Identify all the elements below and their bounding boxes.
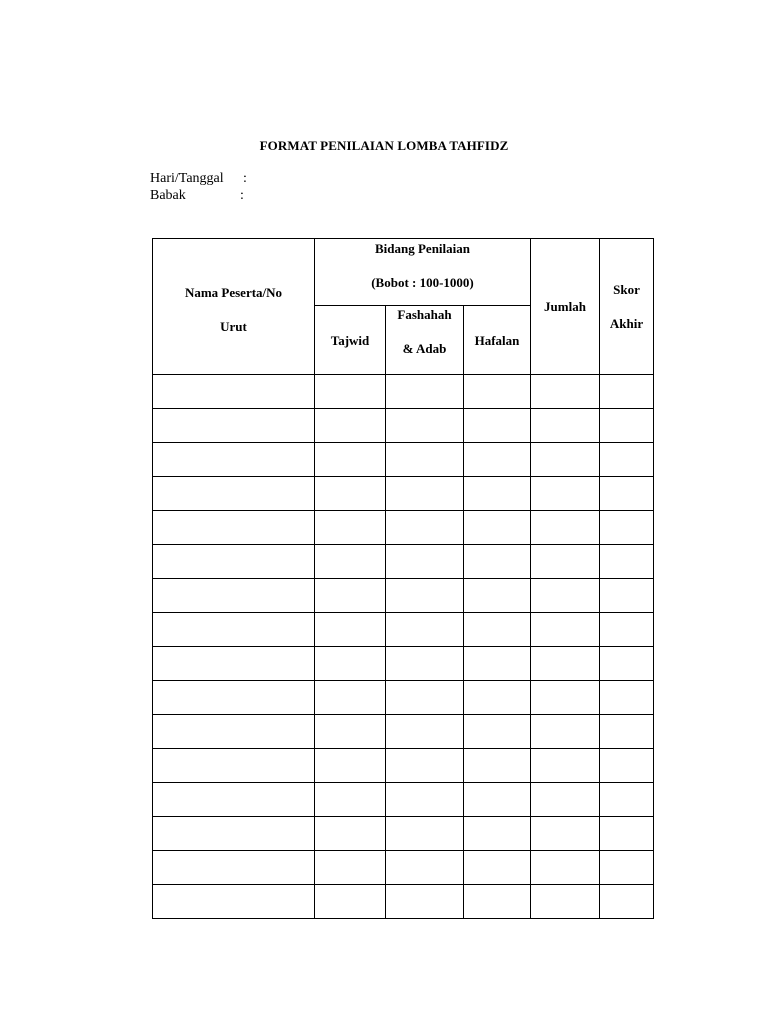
cell-skor-akhir[interactable] [600,749,654,783]
header-text: (Bobot : 100-1000) [371,275,474,290]
table-row [153,443,654,477]
cell-nama-peserta[interactable] [153,443,315,477]
cell-hafalan[interactable] [464,885,531,919]
cell-hafalan[interactable] [464,817,531,851]
cell-fashahah-adab[interactable] [386,579,464,613]
cell-jumlah[interactable] [531,613,600,647]
table-row [153,783,654,817]
field-babak [150,188,244,204]
table-row [153,851,654,885]
header-tajwid: Tajwid [315,306,386,375]
cell-fashahah-adab[interactable] [386,783,464,817]
cell-hafalan[interactable] [464,783,531,817]
cell-tajwid[interactable] [315,851,386,885]
cell-skor-akhir[interactable] [600,511,654,545]
table-row [153,545,654,579]
table-row [153,511,654,545]
field-hari-tanggal [150,171,247,187]
table-row [153,885,654,919]
cell-nama-peserta[interactable] [153,477,315,511]
cell-fashahah-adab[interactable] [386,409,464,443]
header-text: Bidang Penilaian [375,241,470,256]
cell-jumlah[interactable] [531,443,600,477]
cell-fashahah-adab[interactable] [386,851,464,885]
cell-skor-akhir[interactable] [600,579,654,613]
cell-hafalan[interactable] [464,851,531,885]
cell-hafalan[interactable] [464,749,531,783]
cell-hafalan[interactable] [464,477,531,511]
field-label: Babak [150,188,186,203]
cell-jumlah[interactable] [531,647,600,681]
cell-hafalan[interactable] [464,409,531,443]
header-row-1 [153,239,654,306]
score-table [152,238,654,919]
cell-jumlah[interactable] [531,783,600,817]
header-text: Urut [220,319,247,334]
cell-tajwid[interactable] [315,375,386,409]
cell-jumlah[interactable] [531,681,600,715]
field-separator: : [243,171,247,186]
cell-jumlah[interactable] [531,817,600,851]
cell-jumlah[interactable] [531,545,600,579]
cell-fashahah-adab[interactable] [386,749,464,783]
header-nama-peserta [153,239,315,375]
cell-skor-akhir[interactable] [600,885,654,919]
header-text: Nama Peserta/No [184,285,283,300]
document-title: FORMAT PENILAIAN LOMBA TAHFIDZ [259,138,509,153]
cell-nama-peserta[interactable] [153,545,315,579]
cell-fashahah-adab[interactable] [386,443,464,477]
cell-nama-peserta[interactable] [153,647,315,681]
cell-hafalan[interactable] [464,511,531,545]
header-text: Akhir [609,316,644,331]
cell-jumlah[interactable] [531,409,600,443]
cell-hafalan[interactable] [464,715,531,749]
cell-skor-akhir[interactable] [600,851,654,885]
table-row [153,647,654,681]
cell-nama-peserta[interactable] [153,681,315,715]
cell-skor-akhir[interactable] [600,681,654,715]
table-row [153,613,654,647]
cell-hafalan[interactable] [464,443,531,477]
cell-hafalan[interactable] [464,613,531,647]
cell-jumlah[interactable] [531,749,600,783]
cell-nama-peserta[interactable] [153,749,315,783]
cell-fashahah-adab[interactable] [386,715,464,749]
field-label: Hari/Tanggal [150,171,224,186]
cell-skor-akhir[interactable] [600,443,654,477]
cell-skor-akhir[interactable] [600,783,654,817]
cell-hafalan[interactable] [464,647,531,681]
cell-jumlah[interactable] [531,579,600,613]
cell-skor-akhir[interactable] [600,375,654,409]
cell-skor-akhir[interactable] [600,409,654,443]
cell-tajwid[interactable] [315,749,386,783]
cell-jumlah[interactable] [531,885,600,919]
header-text: Skor [613,282,640,297]
cell-nama-peserta[interactable] [153,579,315,613]
cell-fashahah-adab[interactable] [386,375,464,409]
cell-hafalan[interactable] [464,375,531,409]
cell-skor-akhir[interactable] [600,613,654,647]
cell-jumlah[interactable] [531,511,600,545]
cell-jumlah[interactable] [531,715,600,749]
table-row [153,409,654,443]
cell-jumlah[interactable] [531,477,600,511]
cell-skor-akhir[interactable] [600,817,654,851]
header-jumlah: Jumlah [531,239,600,375]
header-fashahah-adab [386,306,464,375]
table-row [153,375,654,409]
cell-jumlah[interactable] [531,851,600,885]
cell-tajwid[interactable] [315,511,386,545]
cell-fashahah-adab[interactable] [386,613,464,647]
cell-tajwid[interactable] [315,613,386,647]
cell-tajwid[interactable] [315,715,386,749]
cell-fashahah-adab[interactable] [386,545,464,579]
cell-nama-peserta[interactable] [153,613,315,647]
cell-nama-peserta[interactable] [153,817,315,851]
cell-skor-akhir[interactable] [600,715,654,749]
cell-tajwid[interactable] [315,885,386,919]
table-row [153,477,654,511]
cell-hafalan[interactable] [464,681,531,715]
table-row [153,579,654,613]
cell-skor-akhir[interactable] [600,647,654,681]
cell-tajwid[interactable] [315,545,386,579]
cell-fashahah-adab[interactable] [386,681,464,715]
cell-jumlah[interactable] [531,375,600,409]
table-row [153,681,654,715]
cell-tajwid[interactable] [315,681,386,715]
cell-tajwid[interactable] [315,443,386,477]
cell-nama-peserta[interactable] [153,783,315,817]
cell-hafalan[interactable] [464,579,531,613]
cell-nama-peserta[interactable] [153,375,315,409]
table-row [153,715,654,749]
cell-nama-peserta[interactable] [153,715,315,749]
cell-tajwid[interactable] [315,817,386,851]
table-row [153,749,654,783]
cell-fashahah-adab[interactable] [386,817,464,851]
cell-skor-akhir[interactable] [600,545,654,579]
cell-hafalan[interactable] [464,545,531,579]
header-bidang-penilaian [315,239,531,306]
cell-fashahah-adab[interactable] [386,511,464,545]
cell-fashahah-adab[interactable] [386,885,464,919]
cell-tajwid[interactable] [315,647,386,681]
cell-tajwid[interactable] [315,579,386,613]
header-skor-akhir [600,239,654,375]
cell-nama-peserta[interactable] [153,885,315,919]
cell-tajwid[interactable] [315,783,386,817]
header-hafalan: Hafalan [464,306,531,375]
cell-nama-peserta[interactable] [153,851,315,885]
cell-tajwid[interactable] [315,409,386,443]
cell-fashahah-adab[interactable] [386,647,464,681]
field-separator: : [240,188,244,203]
header-text: Fashahah [397,307,452,322]
cell-tajwid[interactable] [315,477,386,511]
cell-nama-peserta[interactable] [153,409,315,443]
header-text: & Adab [402,341,447,356]
cell-skor-akhir[interactable] [600,477,654,511]
table-row [153,817,654,851]
cell-fashahah-adab[interactable] [386,477,464,511]
cell-nama-peserta[interactable] [153,511,315,545]
